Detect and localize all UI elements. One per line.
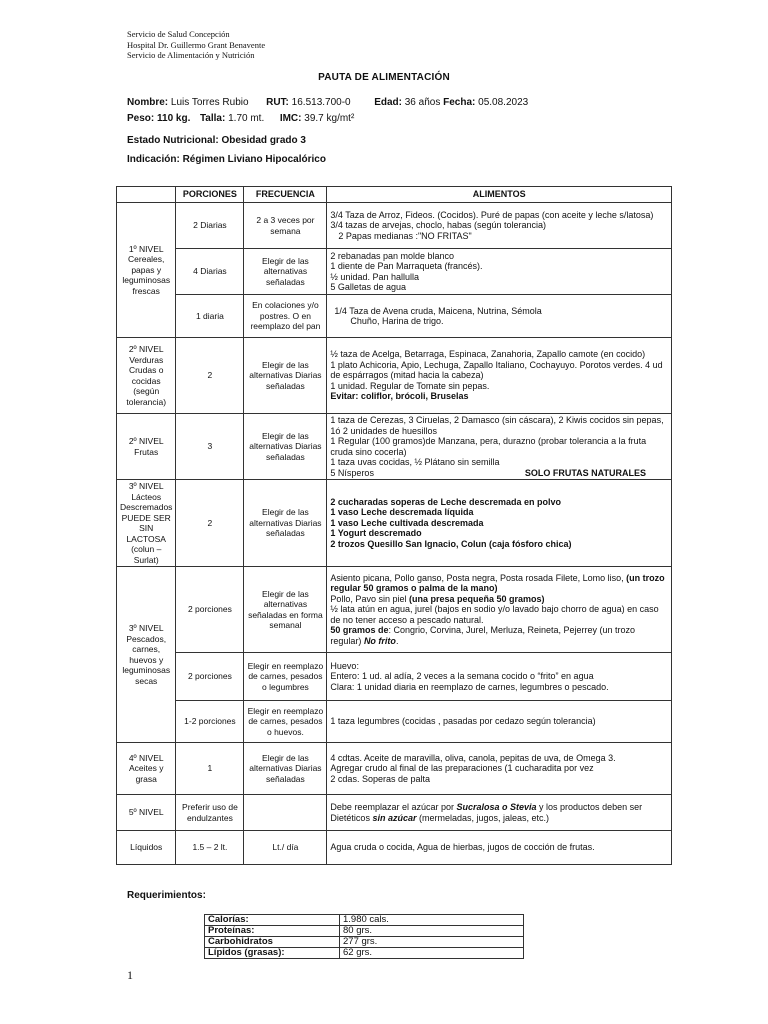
no-frito-note: No frito [363,635,396,646]
porciones-cell: 1 diaria [176,295,244,338]
table-row [205,926,524,937]
pescado-end: . [395,635,399,646]
food-line: 1 taza de Cerezas, 3 Ciruelas, 2 Damasco (sin cáscara), 2 Kiwis cocidos sin pepas, 1ó 2 unidades de huesillos [330,415,664,436]
food-line: 1 taza uvas cocidas, ½ Plátano sin semilla [330,457,500,467]
req-value: 1.980 cals. [340,915,524,926]
alimentos-cell [327,203,672,249]
table-row [117,653,672,701]
porciones-cell: 3 [176,414,244,480]
page-title: PAUTA DE ALIMENTACIÓN [318,72,450,83]
table-row [117,480,672,567]
frecuencia-cell: Elegir en reemplazo de carnes, pesados o legumbres [244,653,327,701]
pescado-amount: 50 gramos de [330,625,389,636]
liquidos-label: Líquidos [117,831,176,865]
fecha-label: Fecha: [443,97,476,108]
food-line: 5 Galletas de agua [330,282,406,292]
porciones-cell: 2 porciones [176,567,244,653]
table-row [117,567,672,653]
alimentos-cell: Agua cruda o cocida, Agua de hierbas, jugos de cocción de frutas. [327,831,672,865]
table-header-row [117,187,672,203]
header-alimentos: ALIMENTOS [327,187,672,203]
food-line: Chuño, Harina de trigo. [350,316,444,326]
food-line: 2 cucharadas soperas de Leche descremada en polvo [330,496,562,507]
pollo-portion: (una presa pequeña 50 gramos) [408,593,545,604]
table-row [205,948,524,959]
nivel-2-verduras-label: 2º NIVEL Verduras Crudas o cocidas (según tolerancia) [117,338,176,414]
food-line: Huevo: [330,660,359,671]
food-line [330,625,668,646]
diet-plan-table [116,186,672,865]
table-row [117,701,672,743]
porciones-cell: 1.5 – 2 lt. [176,831,244,865]
food-line: 1 vaso Leche descremada líquida [330,507,474,518]
frecuencia-cell: Elegir de las alternativas Diarias señaladas [244,480,327,567]
sin-azucar-note: sin azúcar [372,812,417,823]
table-row [117,295,672,338]
alimentos-cell [327,295,672,338]
food-line: 1 Yogurt descremado [330,528,422,539]
indicacion-value: Régimen Liviano Hipocalórico [182,154,326,165]
nivel-3-lacteos-label: 3º NIVEL Lácteos Descremados PUEDE SER SIN LACTOSA (colun – Surlat) [117,480,176,567]
req-key: Proteínas: [205,926,340,937]
alimentos-cell [327,795,672,831]
nivel-5-label: 5º NIVEL [117,795,176,831]
alimentos-cell [327,480,672,567]
org-line-3: Servicio de Alimentación y Nutrición [127,50,255,60]
estado-label: Estado Nutricional: [127,135,219,146]
imc-value: 39.7 kg/mt² [304,113,355,124]
imc-label: IMC: [279,113,302,124]
porciones-cell: 2 [176,338,244,414]
frecuencia-cell: Lt./ día [244,831,327,865]
table-row [205,937,524,948]
estado-value: Obesidad grado 3 [221,135,306,146]
food-line: 2 trozos Quesillo San Ignacio, Colun (caja fósforo chica) [330,538,572,549]
azucar-text: Debe reemplazar el azúcar por [330,802,457,812]
patient-line-2 [127,113,354,124]
estado-nutricional [127,135,306,146]
evitar-line: Evitar: coliflor, brócoli, Bruselas [330,391,469,402]
talla-value: 1.70 mt. [228,113,265,124]
food-line: 3/4 Taza de Arroz, Fideos. (Cocidos). Puré de papas (con aceite y leche s/latosa) [330,209,654,220]
nombre-label: Nombre: [127,97,169,108]
requerimientos-title: Requerimientos: [127,890,206,901]
indicacion-label: Indicación: [127,154,180,165]
alimentos-cell [327,567,672,653]
food-line: 1 vaso Leche cultivada descremada [330,517,484,528]
table-row [117,831,672,865]
food-line: 1 Regular (100 gramos)de Manzana, pera, durazno (probar tolerancia a la fruta cruda sino cocerla) [330,436,647,457]
org-line-2: Hospital Dr. Guillermo Grant Benavente [127,39,266,50]
table-row [117,338,672,414]
food-line: ½ unidad. Pan hallulla [330,271,419,282]
req-key: Lípidos (grasas): [205,948,340,959]
peso-value: 110 kg. [157,113,191,124]
porciones-cell: 2 [176,480,244,567]
req-value: 62 grs. [340,948,524,959]
food-line: ½ taza de Acelga, Betarraga, Espinaca, Zanahoria, Zapallo camote (en cocido) [330,349,646,360]
nombre-value: Luis Torres Rubio [170,97,249,108]
food-line: 2 Papas medianas :"NO FRITAS" [338,230,472,241]
table-row [117,203,672,249]
porciones-cell: 1-2 porciones [176,701,244,743]
requerimientos-table [204,914,524,959]
header-frecuencia: FRECUENCIA [244,187,327,203]
alimentos-cell [327,414,672,480]
porciones-cell: 2 Diarias [176,203,244,249]
patient-line-1 [127,97,528,108]
page-number: 1 [127,968,133,982]
porciones-cell: 1 [176,743,244,795]
org-line-1: Servicio de Salud Concepción [127,29,230,39]
food-line: Agregar crudo al final de las preparaciones (1 cucharadita por vez [330,763,594,774]
alimentos-cell: 1 taza legumbres (cocidas , pasadas por cedazo según tolerancia) [327,701,672,743]
organization-header [127,29,265,61]
frecuencia-cell: Elegir de las alternativas señaladas [244,249,327,295]
porciones-cell: 4 Diarias [176,249,244,295]
food-line: Entero: 1 ud. al adía, 2 veces a la semana cocido o “frito” en agua [330,671,594,682]
frecuencia-cell: Elegir de las alternativas Diarias señaladas [244,743,327,795]
food-line: ½ lata atún en agua, jurel (bajos en sodio y/o lavado bajo chorro de agua) en caso de no tener acceso a pescado natural. [330,604,659,625]
nivel-4-label: 4º NIVEL Aceites y grasa [117,743,176,795]
edad-value: 36 años [404,97,441,108]
header-porciones: PORCIONES [176,187,244,203]
alimentos-cell [327,653,672,701]
req-key: Carbohidratos [205,937,340,948]
frecuencia-cell: 2 a 3 veces por semana [244,203,327,249]
food-line: Clara: 1 unidad diaria en reemplazo de carnes, legumbres o pescado. [330,681,609,692]
carnes-portion: (un trozo regular 50 gramos o palma de la mano) [330,572,665,594]
food-line [330,594,668,605]
table-row [205,915,524,926]
header-nivel [117,187,176,203]
food-line: 3/4 tazas de arvejas, choclo, habas (según tolerancia) [330,220,547,231]
rut-value: 16.513.700-0 [291,97,351,108]
food-line [330,573,668,594]
food-line: 4 cdtas. Aceite de maravilla, oliva, canola, pepitas de uva, de Omega 3. [330,752,616,763]
porciones-cell: 2 porciones [176,653,244,701]
edad-label: Edad: [374,97,402,108]
food-line: 1/4 Taza de Avena cruda, Maicena, Nutrina, Sémola [334,305,542,316]
food-line: 2 cdas. Soperas de palta [330,773,430,784]
alimentos-cell [327,249,672,295]
indicacion [127,154,326,165]
frecuencia-cell: En colaciones y/o postres. O en reemplazo del pan [244,295,327,338]
food-line [330,468,668,479]
nisperos-text: 5 Nísperos [330,467,374,478]
productos-text: y los productos deben ser Dietéticos [330,802,643,823]
frecuencia-cell [244,795,327,831]
talla-label: Talla: [199,113,226,124]
peso-label: Peso: [127,113,155,124]
porciones-cell: Preferir uso de endulzantes [176,795,244,831]
pescado-text: : Congrio, Corvina, Jurel, Merluza, Reineta, Pejerrey (un trozo regular) [330,625,636,646]
frecuencia-cell: Elegir de las alternativas Diarias señaladas [244,414,327,480]
table-row [117,743,672,795]
frecuencia-cell: Elegir de las alternativas señaladas en forma semanal [244,567,327,653]
pollo-text: Pollo, Pavo sin piel [330,593,409,604]
food-line: 1 unidad. Regular de Tomate sin pepas. [330,380,490,391]
alimentos-cell [327,338,672,414]
solo-frutas-note: SOLO FRUTAS NATURALES [524,467,646,478]
productos-examples: (mermeladas, jugos, jaleas, etc.) [416,812,550,823]
food-line: 2 rebanadas pan molde blanco [330,250,455,261]
table-row [117,249,672,295]
req-key: Calorías: [205,915,340,926]
frecuencia-cell: Elegir en reemplazo de carnes, pesados o huevos. [244,701,327,743]
frecuencia-cell: Elegir de las alternativas Diarias señaladas [244,338,327,414]
table-row [117,795,672,831]
table-row [117,414,672,480]
carnes-text: Asiento picana, Pollo ganso, Posta negra, Posta rosada Filete, Lomo liso, [330,572,627,583]
endulzantes-names: Sucralosa o Stevia [456,802,537,812]
nivel-1-label: 1º NIVEL Cereales, papas y leguminosas frescas [117,203,176,338]
food-line: 1 diente de Pan Marraqueta (francés). [330,261,483,271]
nivel-2-frutas-label: 2º NIVEL Frutas [117,414,176,480]
nivel-3-pescados-label: 3º NIVEL Pescados, carnes, huevos y leguminosas secas [117,567,176,743]
alimentos-cell [327,743,672,795]
food-line: 1 plato Achicoria, Apio, Lechuga, Zapallo Italiano, Cochayuyo. Porotos verdes. 4 ud de espárragos (mitad hacia la cabeza) [330,359,663,381]
fecha-value: 05.08.2023 [478,97,529,108]
req-value: 80 grs. [340,926,524,937]
rut-label: RUT: [266,97,289,108]
req-value: 277 grs. [340,937,524,948]
